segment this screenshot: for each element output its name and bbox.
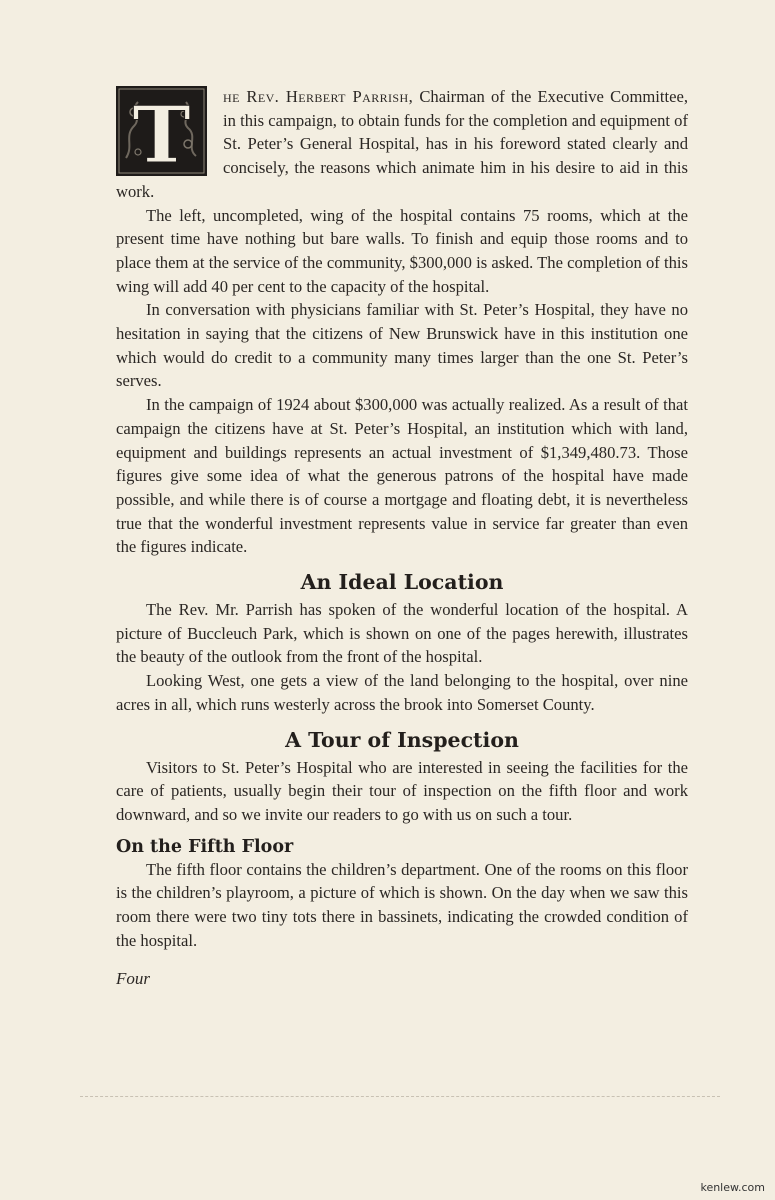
dropcap-ornament-icon — [116, 86, 207, 176]
page-number: Four — [116, 968, 150, 988]
source-credit: kenlew.com — [700, 1181, 765, 1194]
heading-tour-of-inspection: A Tour of Inspection — [285, 727, 519, 752]
paragraph-wing: The left, uncompleted, wing of the hospital contains 75 rooms, which at the present time have nothing but bare walls. To finish and equip those rooms and to place them at the service of the community, $300,000 is asked. The completion of this wing will add 40 per cent to the capacity of the hospital. — [116, 205, 688, 296]
paragraph-campaign-1924: In the campaign of 1924 about $300,000 was actually realized. As a result of that campaign the citizens have at St. Peter’s Hospital, an institution which with land, equipment and buildings represents an actual investment of $1,349,480.73. Those figures give some idea of what the generous patrons of the hospital have made possible, and while there is of course a mortgage and floating debt, it is nevertheless true that the wonderful investment represents value in service far greater than even the figures indicate. — [116, 395, 688, 557]
intro-text: Chairman of the Executive Committee, in this campaign, to obtain funds for the completion and equipment of St. Peter’s General Hospital, has in his foreword stated clearly and concisely, the reasons which animate him in his desire to aid in this work. — [116, 87, 688, 201]
ornamental-dropcap — [116, 86, 207, 176]
heading-ideal-location: An Ideal Location — [300, 570, 504, 595]
fold-crease — [80, 1096, 720, 1098]
paragraph-fifth-floor: The fifth floor contains the children’s department. One of the rooms on this floor is the children’s playroom, a picture of which is shown. On the day when we saw this room there were two tiny tots there in bassinets, indicating the crowded condition of the hospital. — [116, 859, 688, 950]
paragraph-physicians: In conversation with physicians familiar with St. Peter’s Hospital, they have no hesitation in saying that the citizens of New Brunswick have in this institution one which would do credit to a community many times larger than the one St. Peter’s serves. — [116, 300, 688, 391]
heading-fifth-floor: On the Fifth Floor — [116, 836, 294, 857]
svg-text:T: T — [132, 90, 191, 176]
intro-lead: he Rev. Herbert Parrish, — [223, 87, 414, 106]
paragraph-looking-west: Looking West, one gets a view of the land belonging to the hospital, over nine acres in all, which runs westerly across the brook into Somerset County. — [116, 671, 688, 714]
paragraph-visitors: Visitors to St. Peter’s Hospital who are interested in seeing the facilities for the care of patients, usually begin their tour of inspection on the fifth floor and work downward, and so we invite our readers to go with us on such a tour. — [116, 757, 688, 824]
paragraph-location: The Rev. Mr. Parrish has spoken of the wonderful location of the hospital. A picture of Buccleuch Park, which is shown on one of the pages herewith, illustrates the beauty of the outlook from the front of the hospital. — [116, 600, 688, 667]
page-body — [116, 85, 688, 990]
